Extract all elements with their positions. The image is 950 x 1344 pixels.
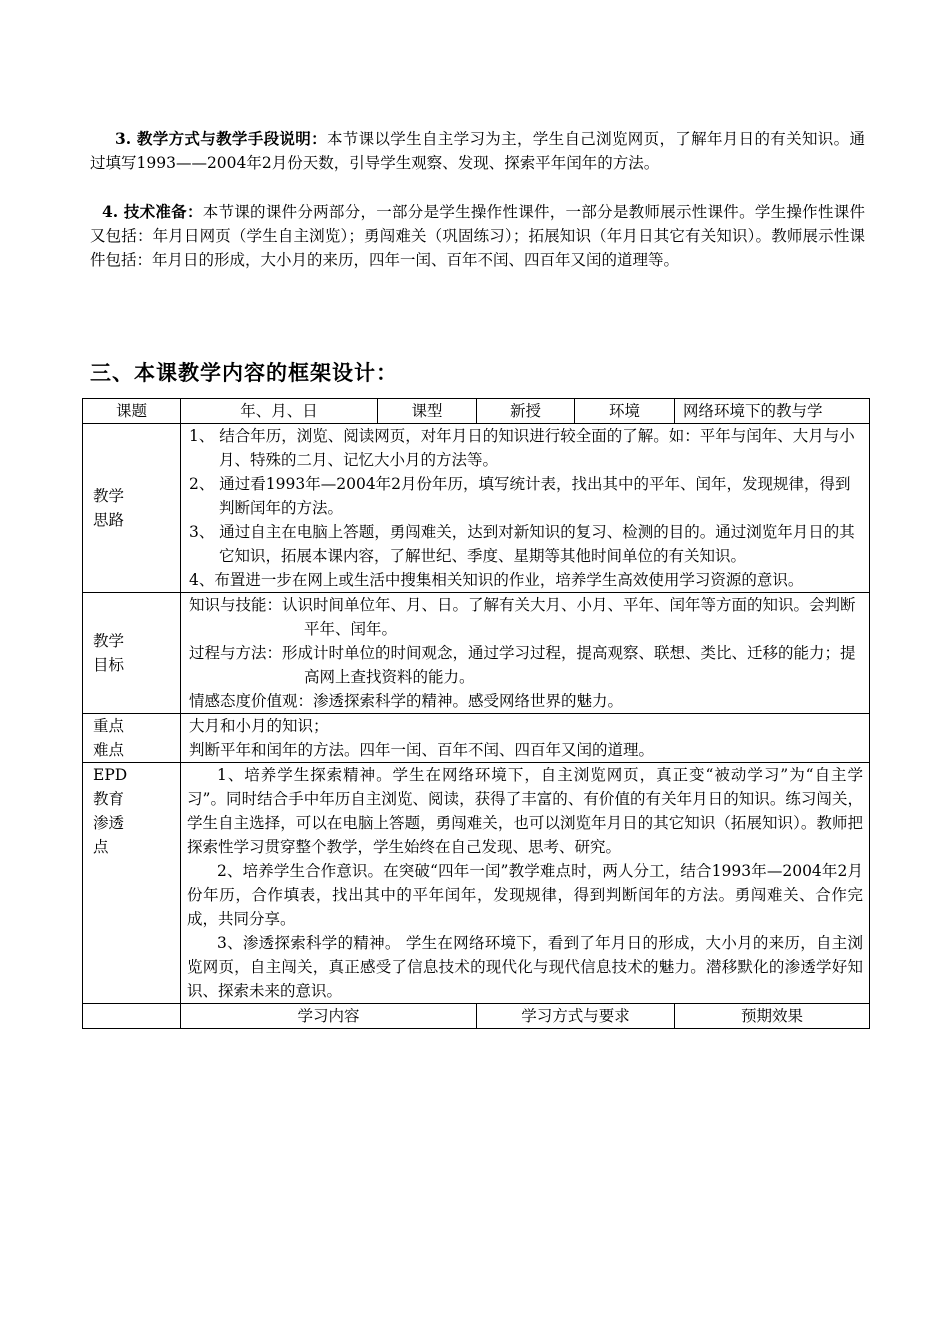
- type-value: 新授: [477, 399, 575, 424]
- thinking-item-3: 3、 通过自主在电脑上答题，勇闯难关，达到对新知识的复习、检测的目的。通过浏览年月日的其它知识，拓展本课内容，了解世纪、季度、星期等其他时间单位的有关知识。: [189, 523, 855, 565]
- epd-label: EPD 教育 渗透 点: [83, 763, 181, 1004]
- paragraph-lead: 4. 技术准备：: [102, 202, 203, 221]
- footer-learning-method: 学习方式与要求: [477, 1004, 675, 1029]
- paragraph-teaching-method: [90, 127, 865, 175]
- goal-attitude: 情感态度价值观：渗透探索科学的精神。感受网络世界的魅力。: [189, 692, 624, 710]
- paragraph-tech-prep: [90, 200, 865, 272]
- epd-item-1: 1、培养学生探索精神。学生在网络环境下，自主浏览网页，真正变“被动学习”为“自主学习”。同时结合手中年历自主浏览、阅读，获得了丰富的、有价值的有关年月日的知识。练习闯关，学生自主选择，可以在电脑上答题，勇闯难关，也可以浏览年月日的其它知识（拓展知识）。教师把探索性学习贯穿整个教学，学生始终在自己发现、思考、研究。: [187, 766, 864, 856]
- table-footer-row: [83, 1004, 870, 1029]
- thinking-label: 教学 思路: [83, 424, 181, 593]
- footer-empty-cell: [83, 1004, 181, 1029]
- topic-value: 年、月、日: [181, 399, 378, 424]
- table-row-keys: [83, 714, 870, 763]
- table-row-epd: [83, 763, 870, 1004]
- type-label: 课型: [378, 399, 477, 424]
- thinking-item-2: 2、 通过看1993年—2004年2月份年历，填写统计表，找出其中的平年、闰年，发现规律，得到判断闰年的方法。: [189, 475, 851, 517]
- section-heading: 三、本课教学内容的框架设计：: [90, 361, 398, 385]
- env-value: 网络环境下的教与学: [675, 399, 870, 424]
- table-row-goals: [83, 593, 870, 714]
- footer-expected-effect: 预期效果: [675, 1004, 870, 1029]
- goal-process: 过程与方法：形成计时单位的时间观念，通过学习过程，提高观察、联想、类比、迁移的能力；提高网上查找资料的能力。: [189, 644, 856, 686]
- paragraph-text: 本节课的课件分两部分，一部分是学生操作性课件，一部分是教师展示性课件。学生操作性课件又包括：年月日网页（学生自主浏览）；勇闯难关（巩固练习）；拓展知识（年月日其它有关知识）。教师展示性课件包括：年月日的形成，大小月的来历，四年一闰、百年不闰、四百年又闰的道理等。: [90, 203, 865, 269]
- difficult-point: 判断平年和闰年的方法。四年一闰、百年不闰、四百年又闰的道理。: [189, 741, 655, 759]
- epd-item-2: 2、培养学生合作意识。在突破“四年一闰”教学难点时，两人分工，结合1993年—2004年2月份年历，合作填表，找出其中的平年闰年，发现规律，得到判断闰年的方法。勇闯难关、合作完成，共同分享。: [187, 862, 864, 928]
- thinking-item-1: 1、 结合年历，浏览、阅读网页，对年月日的知识进行较全面的了解。如：平年与闰年、大月与小月、特殊的二月、记忆大小月的方法等。: [189, 427, 855, 469]
- paragraph-lead: 3. 教学方式与教学手段说明：: [115, 129, 327, 148]
- env-label: 环境: [575, 399, 675, 424]
- footer-learning-content: 学习内容: [181, 1004, 477, 1029]
- topic-label: 课题: [83, 399, 181, 424]
- framework-table: [82, 398, 870, 1029]
- table-row-thinking: [83, 424, 870, 593]
- thinking-item-4: 4、布置进一步在网上或生活中搜集相关知识的作业，培养学生高效使用学习资源的意识。: [189, 571, 804, 589]
- keys-label: 重点 难点: [83, 714, 181, 763]
- goals-label: 教学 目标: [83, 593, 181, 714]
- epd-item-3: 3、渗透探索科学的精神。 学生在网络环境下，看到了年月日的形成，大小月的来历，自主浏览网页，自主闯关，真正感受了信息技术的现代化与现代信息技术的魅力。潜移默化的渗透学好知识、探索未来的意识。: [187, 934, 864, 1000]
- table-header-row: [83, 399, 870, 424]
- paragraph-text: 本节课以学生自主学习为主，学生自己浏览网页，了解年月日的有关知识。通过填写1993——2004年2月份天数，引导学生观察、发现、探索平年闰年的方法。: [90, 130, 865, 172]
- goal-knowledge: 知识与技能：认识时间单位年、月、日。了解有关大月、小月、平年、闰年等方面的知识。会判断平年、闰年。: [189, 596, 856, 638]
- key-point: 大月和小月的知识；: [189, 717, 329, 735]
